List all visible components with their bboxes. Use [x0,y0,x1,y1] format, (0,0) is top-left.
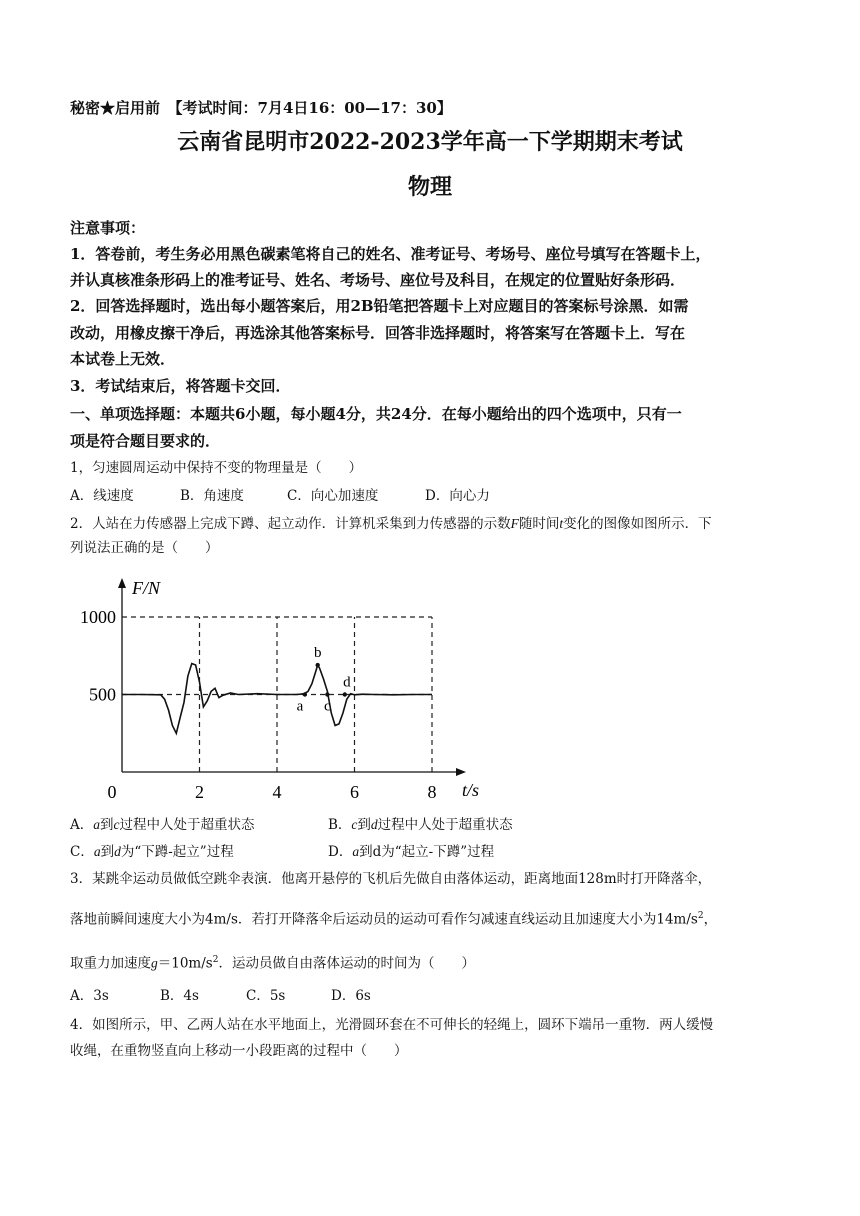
option-var: c [351,817,358,832]
q3-option-a: A．3s [70,988,109,1004]
x-tick-label: 2 [195,782,204,802]
point-marker [315,663,319,667]
option-var: a [93,817,100,832]
q2-option-b [328,816,513,834]
point-marker [303,692,307,696]
q3-option-c: C．5s [246,988,286,1004]
option-var: c [113,817,120,832]
option-text: 为“下蹲-起立”过程 [120,844,234,860]
q1-option-d: D．向心力 [425,488,490,504]
option-text: 到 [100,844,115,860]
x-axis-arrow [456,768,466,776]
notice-heading: 注意事项： [70,219,146,237]
q3-option-d: D．6s [331,988,371,1004]
option-letter: A． [70,817,94,833]
q3-var-g: g [151,955,158,971]
q3-stem-line3 [70,950,475,974]
q1-option-b: B．角速度 [180,488,244,504]
q2-var-t: t [559,516,564,531]
q3-stem-line1: 3．某跳伞运动员做低空跳伞表演．他离开悬停的飞机后先做自由落体运动，距离地面128m时打开降落伞， [70,871,712,887]
q2-stem-part: 变化的图像如图所示．下 [563,516,712,532]
q2-option-c [70,843,234,861]
option-text: 到 [100,817,114,833]
q2-stem-part: 2．人站在力传感器上完成下蹲、起立动作．计算机采集到力传感器的示数 [70,516,511,532]
option-var: a [352,844,360,859]
q2-var-f: F [510,516,519,531]
y-tick-label: 1000 [80,607,116,627]
q3-text: ．运动员做自由落体运动的时间为（ ） [218,955,475,972]
chart-labels [80,578,479,802]
x-tick-label: 8 [427,782,437,802]
q3-text: 取重力加速度 [70,955,151,972]
point-marker [325,692,329,696]
section-heading: 一、单项选择题：本题共6小题，每小题4分，共24分．在每小题给出的四个选项中，只有一 [70,405,682,423]
option-letter: C． [70,844,94,860]
notice-line: 并认真核准条形码上的准考证号、姓名、考场号、座位号及科目，在规定的位置贴好条形码． [70,271,686,289]
option-text: 过程中人处于超重状态 [377,817,513,833]
option-var: d [370,817,378,832]
header-line: 秘密★启用前 【考试时间：7月4日16：00—17：30】 [70,99,452,117]
q3-option-b: B．4s [160,988,199,1004]
point-label: a [296,698,304,715]
notice-line: 2．回答选择题时，选出每小题答案后，用2B铅笔把答题卡上对应题目的答案标号涂黑．如需 [70,297,689,315]
q3-superscript: 2 [212,955,219,965]
q2-stem-line2: 列说法正确的是（ ） [70,540,219,556]
y-tick-label: 500 [89,684,116,705]
x-axis-label: t/s [462,780,480,800]
q3-text: ＝10m/s [157,955,213,972]
exam-title: 云南省昆明市2022-2023学年高一下学期期末考试 [177,129,683,155]
q3-stem-line2 [70,906,717,930]
q1-option-c: C．向心加速度 [287,488,379,504]
option-var: d [114,844,121,859]
y-axis-label: F/N [132,578,161,598]
q2-stem-part: 随时间 [518,516,560,532]
x-tick-label: 4 [272,782,282,802]
chart-axes [118,578,466,776]
point-label: d [343,674,351,691]
q3-text: ， [703,911,718,928]
option-text: 到 [359,844,373,860]
option-letter: B． [328,817,352,833]
q4-stem-line1: 4．如图所示，甲、乙两人站在水平地面上，光滑圆环套在不可伸长的轻绳上，圆环下端吊一重物．两人缓慢 [70,1017,714,1033]
q3-superscript: 2 [697,911,704,921]
option-text: 为“起立-下蹲”过程 [381,844,495,860]
section-heading-cont: 项是符合题目要求的． [70,432,221,450]
y-axis-arrow [118,578,126,588]
option-var: d [372,844,382,860]
notice-line: 改动，用橡皮擦干净后，再选涂其他答案标号．回答非选择题时，将答案写在答题卡上．写在 [70,324,686,342]
q2-option-a [70,816,255,834]
point-marker [343,692,347,696]
x-tick-label: 0 [107,782,117,802]
force-time-chart [60,572,490,807]
q1-option-a: A．线速度 [70,488,134,504]
q2-option-d [328,843,494,861]
notice-line: 本试卷上无效． [70,350,176,368]
q1-stem: 1，匀速圆周运动中保持不变的物理量是（ ） [70,460,363,476]
notice-line: 3．考试结束后，将答题卡交回． [70,377,291,395]
point-label: c [324,698,331,715]
x-tick-label: 6 [350,782,359,802]
q2-stem [70,514,712,534]
notice-line: 1．答卷前，考生务必用黑色碳素笔将自己的姓名、准考证号、考场号、座位号填写在答题卡上， [70,245,711,263]
option-text: 过程中人处于超重状态 [119,817,255,833]
option-text: 到 [357,817,371,833]
q3-text: 落地前瞬间速度大小为4m/s．若打开降落伞后运动员的运动可看作匀减速直线运动且加速度大小为14m/s [70,911,698,928]
subject-title: 物理 [407,174,452,200]
option-letter: D． [328,844,353,860]
q4-stem-line2: 收绳，在重物竖直向上移动一小段距离的过程中（ ） [70,1043,408,1059]
point-label: b [313,645,322,662]
option-var: a [93,844,101,859]
